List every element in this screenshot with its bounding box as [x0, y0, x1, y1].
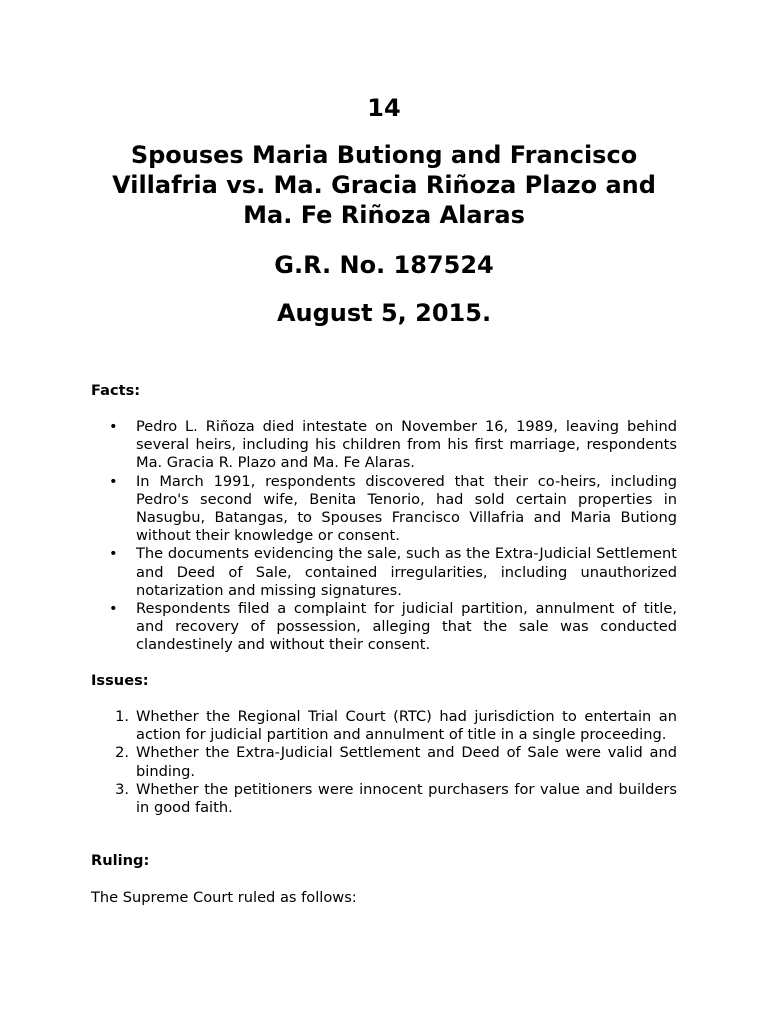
facts-heading: Facts:: [91, 382, 141, 399]
list-item: [91, 473, 677, 546]
gr-number: G.R. No. 187524: [274, 251, 494, 279]
ruling-intro: The Supreme Court ruled as follows:: [91, 889, 357, 906]
fact-text: Pedro L. Riñoza died intestate on November 16, 1989, leaving behind several heirs, including his children from his first marriage, respondents Ma. Gracia R. Plazo and Ma. Fe Alaras.: [136, 418, 677, 472]
case-number: 14: [367, 94, 401, 122]
issues-heading: Issues:: [91, 672, 149, 689]
list-number: 3.: [115, 780, 129, 798]
bullet-icon: •: [109, 472, 118, 490]
case-title: Spouses Maria Butiong and Francisco Villafria vs. Ma. Gracia Riñoza Plazo and Ma. Fe Riñoza Alaras: [112, 141, 656, 229]
bullet-icon: •: [109, 600, 118, 618]
list-item: [91, 781, 677, 817]
case-date: August 5, 2015.: [276, 299, 492, 327]
bullet-icon: •: [109, 545, 118, 563]
issue-text: Whether the petitioners were innocent purchasers for value and builders in good faith.: [136, 780, 677, 817]
facts-list: [91, 418, 677, 655]
list-number: 2.: [115, 744, 129, 762]
issue-text: Whether the Regional Trial Court (RTC) had jurisdiction to entertain an action for judicial partition and annulment of title in a single proceeding.: [136, 708, 677, 744]
fact-text: Respondents filed a complaint for judicial partition, annulment of title, and recovery of possession, alleging that the sale was conducted clandestinely and without their consent.: [136, 600, 677, 654]
list-item: [91, 418, 677, 473]
issues-list: [91, 708, 677, 817]
list-number: 1.: [115, 708, 129, 725]
list-item: [91, 744, 677, 780]
fact-text: In March 1991, respondents discovered that their co-heirs, including Pedro's second wife, Benita Tenorio, had sold certain properties in Nasugbu, Batangas, to Spouses Francisco Villafria and Maria Butiong without their knowledge or consent.: [136, 472, 677, 545]
list-item: [91, 708, 677, 744]
fact-text: The documents evidencing the sale, such as the Extra-Judicial Settlement and Deed of Sale, contained irregularities, including unauthorized notarization and missing signatures.: [136, 545, 677, 599]
bullet-icon: •: [109, 418, 118, 435]
list-item: [91, 545, 677, 600]
list-item: [91, 600, 677, 655]
issue-text: Whether the Extra-Judicial Settlement and Deed of Sale were valid and binding.: [136, 744, 677, 780]
ruling-heading: Ruling:: [91, 852, 150, 869]
